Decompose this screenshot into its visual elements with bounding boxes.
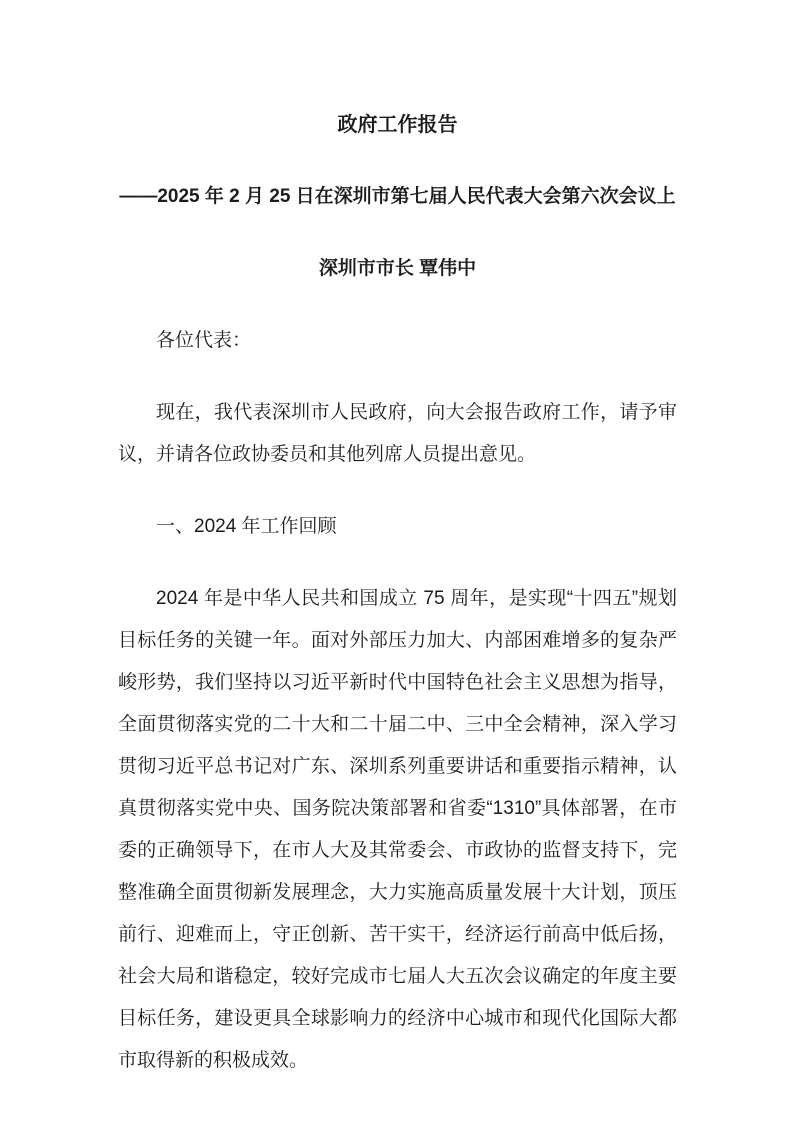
document-title: 政府工作报告 <box>337 114 458 136</box>
section-heading: 一、2024 年工作回顾 <box>156 516 337 537</box>
salutation: 各位代表： <box>156 330 252 351</box>
intro-paragraph: 现在，我代表深圳市人民政府，向大会报告政府工作，请予审议，并请各位政协委员和其他列席人员提出意见。 <box>118 402 677 465</box>
review-paragraph: 2024 年是中华人民共和国成立 75 周年，是实现“十四五”规划目标任务的关键一年。面对外部压力加大、内部困难增多的复杂严峻形势，我们坚持以习近平新时代中国特色社会主义思想为指导，全面贯彻落实党的二十大和二十届二中、三中全会精神，深入学习贯彻习近平总书记对广东、深圳系列重要讲话和重要指示精神，认真贯彻落实党中央、国务院决策部署和省委“1310”具体部署，在市委的正确领导下，在市人大及其常委会、市政协的监督支持下，完整准确全面贯彻新发展理念，大力实施高质量发展十大计划，顶压前行、迎难而上，守正创新、苦干实干，经济运行前高中低后扬，社会大局和谐稳定，较好完成市七届人大五次会议确定的年度主要目标任务，建设更具全球影响力的经济中心城市和现代化国际大都市取得新的积极成效。 <box>118 588 677 1071</box>
author-line: 深圳市市长 覃伟中 <box>318 258 477 279</box>
document-subtitle: ——2025 年 2 月 25 日在深圳市第七届人民代表大会第六次会议上 <box>119 186 676 207</box>
